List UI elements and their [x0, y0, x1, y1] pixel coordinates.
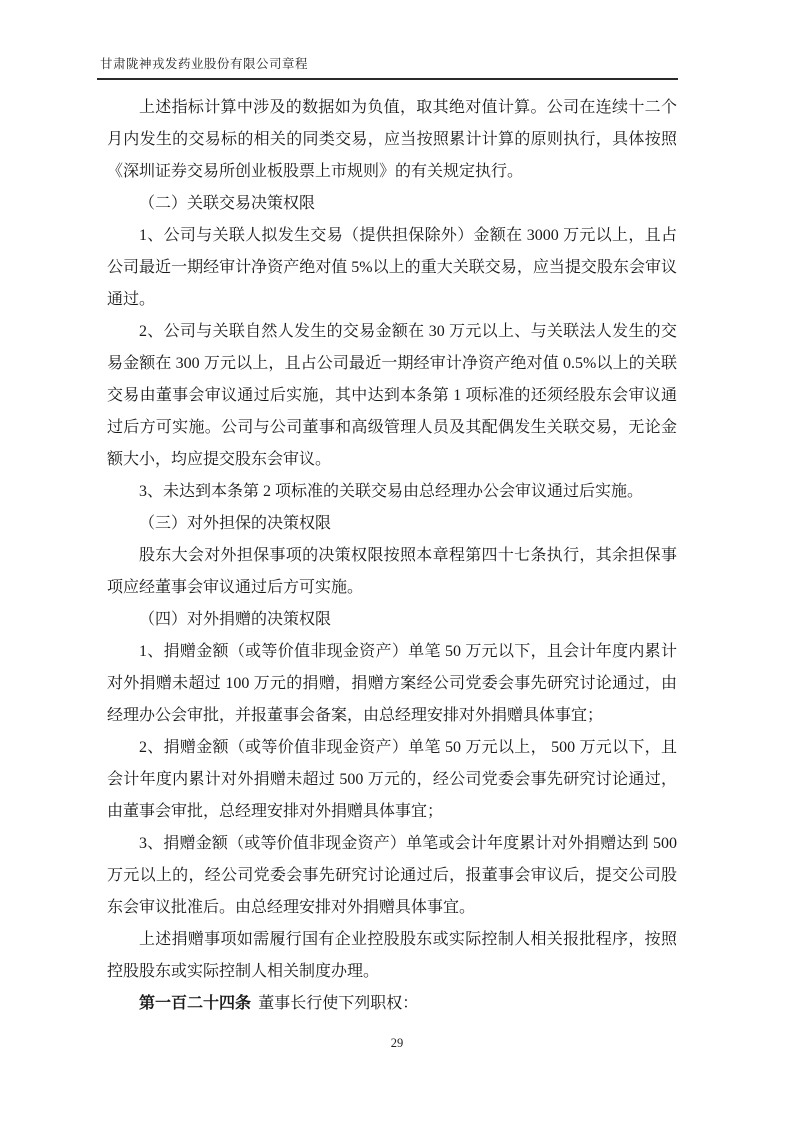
- paragraph-text: 董事长行使下列职权：: [258, 995, 419, 1012]
- document-paragraph: [107, 188, 677, 220]
- document-paragraph: [107, 220, 677, 316]
- paragraph-text: （四）对外捐赠的决策权限: [139, 611, 332, 628]
- paragraph-text: （三）对外担保的决策权限: [139, 515, 332, 532]
- paragraph-text: 1、捐赠金额（或等价值非现金资产）单笔 50 万元以下，且会计年度内累计对外捐赠未超过 100 万元的捐赠，捐赠方案经公司党委会事先研究讨论通过，由经理办公会审批，并报董事会备案，由总经理安排对外捐赠具体事宜；: [107, 643, 677, 724]
- document-paragraph: [107, 924, 677, 988]
- document-body: [107, 92, 677, 1020]
- document-paragraph: [107, 988, 677, 1020]
- paragraph-text: 2、捐赠金额（或等价值非现金资产）单笔 50 万元以上， 500 万元以下，且会计年度内累计对外捐赠未超过 500 万元的，经公司党委会事先研究讨论通过，由董事会审批，总经理安排对外捐赠具体事宜；: [107, 739, 677, 820]
- paragraph-text: 上述指标计算中涉及的数据如为负值，取其绝对值计算。公司在连续十二个月内发生的交易标的相关的同类交易，应当按照累计计算的原则执行，具体按照《深圳证券交易所创业板股票上市规则》的有关规定执行。: [107, 99, 677, 180]
- document-paragraph: [107, 540, 677, 604]
- page-number: 29: [390, 1036, 404, 1050]
- document-footer: [0, 1036, 794, 1051]
- document-header: [97, 54, 678, 80]
- paragraph-text: 3、捐赠金额（或等价值非现金资产）单笔或会计年度累计对外捐赠达到 500 万元以上的，经公司党委会事先研究讨论通过后，报董事会审议后，提交公司股东会审议批准后。由总经理安排对外捐赠具体事宜。: [107, 835, 677, 916]
- document-paragraph: [107, 92, 677, 188]
- paragraph-text: 1、公司与关联人拟发生交易（提供担保除外）金额在 3000 万元以上，且占公司最近一期经审计净资产绝对值 5%以上的重大关联交易，应当提交股东会审议通过。: [107, 227, 677, 308]
- document-paragraph: [107, 828, 677, 924]
- document-paragraph: [107, 636, 677, 732]
- document-paragraph: [107, 316, 677, 476]
- paragraph-text: 上述捐赠事项如需履行国有企业控股股东或实际控制人相关报批程序，按照控股股东或实际控制人相关制度办理。: [107, 931, 677, 980]
- document-paragraph: [107, 476, 677, 508]
- paragraph-text: 3、未达到本条第 2 项标准的关联交易由总经理办公会审议通过后实施。: [139, 483, 644, 500]
- document-paragraph: [107, 732, 677, 828]
- document-header-title: 甘肃陇神戎发药业股份有限公司章程: [100, 57, 309, 71]
- paragraph-text: （二）关联交易决策权限: [139, 195, 316, 212]
- paragraph-text: 股东大会对外担保事项的决策权限按照本章程第四十七条执行，其余担保事项应经董事会审议通过后方可实施。: [107, 547, 677, 596]
- paragraph-text: 2、公司与关联自然人发生的交易金额在 30 万元以上、与关联法人发生的交易金额在 300 万元以上，且占公司最近一期经审计净资产绝对值 0.5%以上的关联交易由董事会审议通过后实施，其中达到本条第 1 项标准的还须经股东会审议通过后方可实施。公司与公司董事和高级管理人员及其配偶发生关联交易，无论金额大小，均应提交股东会审议。: [107, 323, 677, 468]
- document-paragraph: [107, 604, 677, 636]
- document-paragraph: [107, 508, 677, 540]
- article-number: 第一百二十四条: [139, 995, 252, 1012]
